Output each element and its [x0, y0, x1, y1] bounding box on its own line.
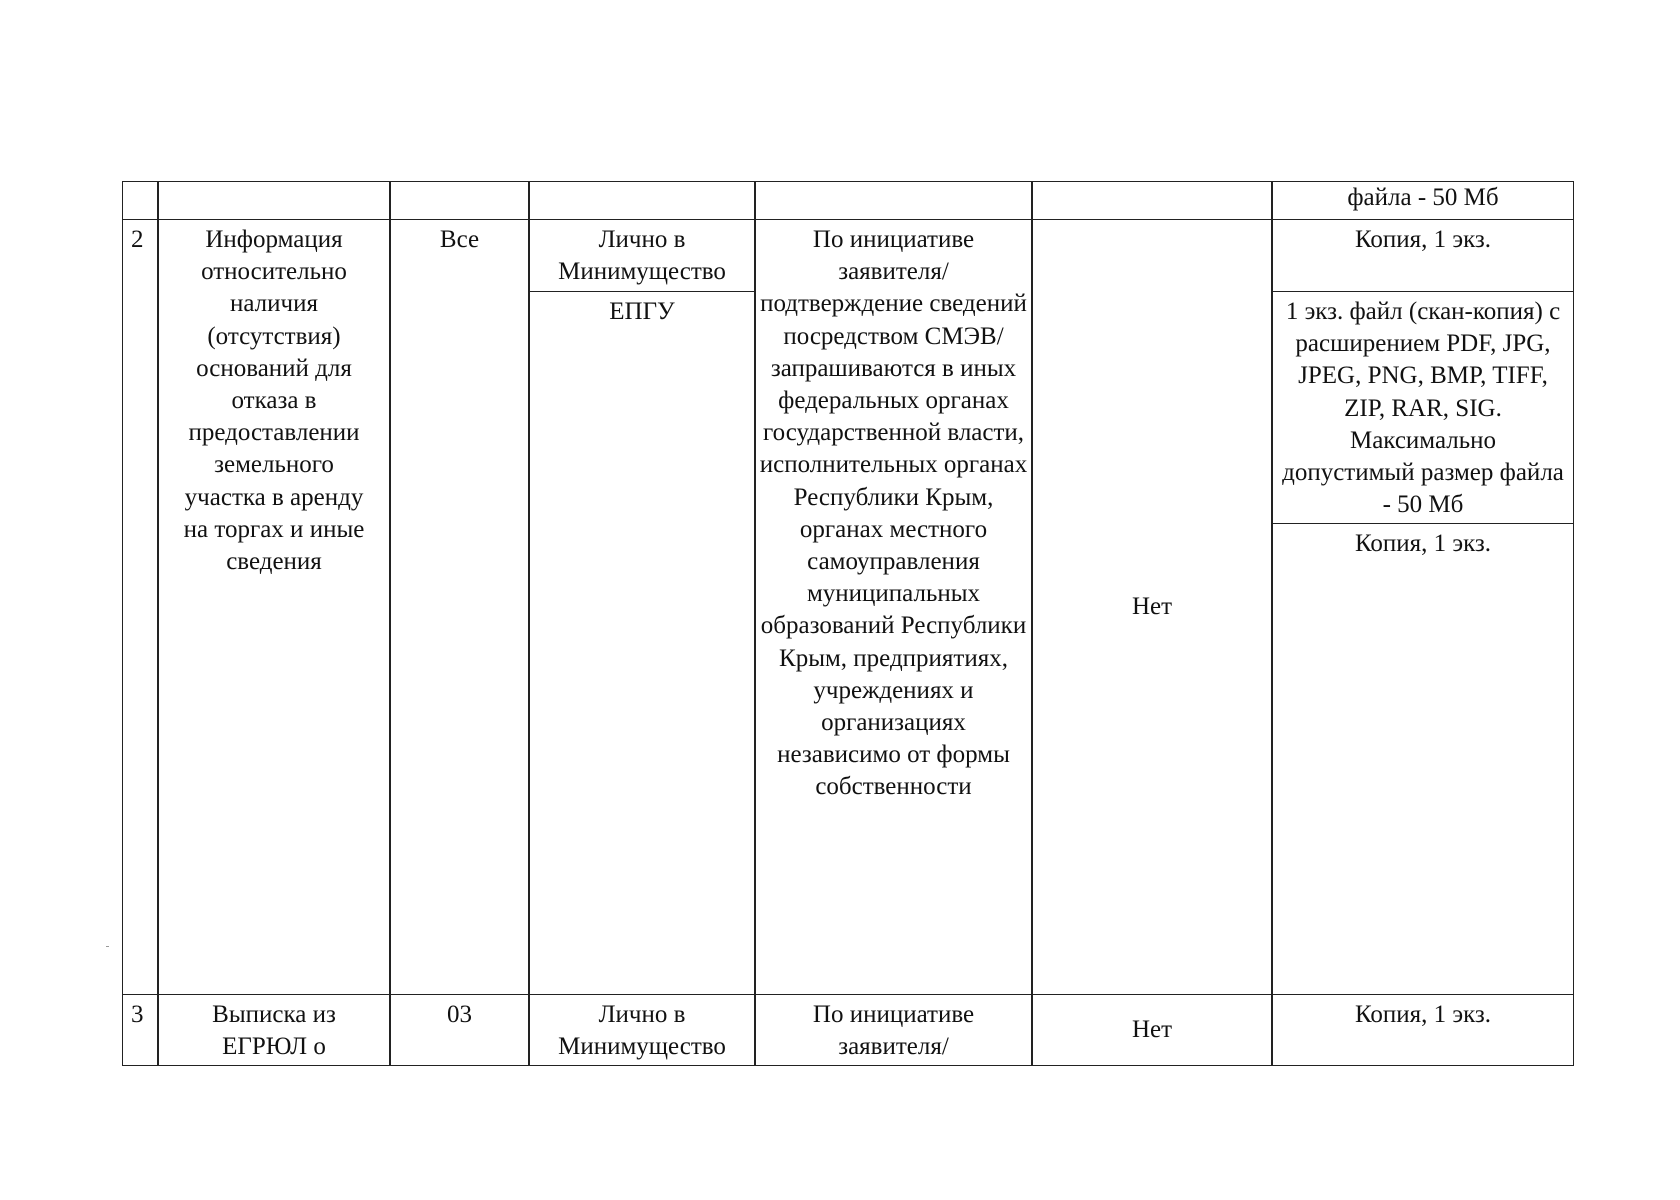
row2-form2-cell: [1272, 291, 1574, 524]
prev-row-method-cell: [529, 181, 755, 220]
row2-form1-cell: [1272, 219, 1574, 292]
row3-source-cell: [755, 994, 1032, 1066]
row2-form3-cell: [1272, 523, 1574, 995]
row2-source-cell: [755, 219, 1032, 995]
row2-method1: Лично в Минимущество: [558, 226, 726, 286]
row2-method2-cell: [529, 291, 755, 995]
prev-row-num-cell: [122, 181, 158, 220]
prev-row-required-cell: [1032, 181, 1272, 220]
row3-name-cell: [158, 994, 390, 1066]
row2-num-cell: [122, 219, 158, 995]
row2-required: Нет: [1131, 592, 1173, 620]
row3-method: Лично в Минимущество: [558, 1001, 726, 1061]
row2-method1-cell: [529, 219, 755, 292]
prev-row-source-cell: [755, 181, 1032, 220]
row2-required-cell: [1032, 219, 1272, 995]
row3-name: Выписка из ЕГРЮЛ о: [212, 1001, 336, 1061]
row2-form2: 1 экз. файл (скан-копия) с расширением PDF, JPG, JPEG, PNG, BMP, TIFF, ZIP, RAR, SIG. Максимально допустимый размер файла - 50 Мб: [1282, 298, 1564, 519]
row2-num: 2: [131, 226, 144, 253]
row3-category-cell: [390, 994, 529, 1066]
row2-method2: ЕПГУ: [609, 298, 675, 325]
row2-name: Информация относительно наличия (отсутствия) оснований для отказа в предоставлении земельного участка в аренду на торгах и иные сведения: [183, 226, 365, 576]
row3-num-cell: [122, 994, 158, 1066]
prev-row-name-cell: [158, 181, 390, 220]
row3-source: По инициативе заявителя/: [812, 1001, 975, 1061]
row2-form1: Копия, 1 экз.: [1354, 226, 1492, 253]
prev-row-category-cell: [390, 181, 529, 220]
prev-row-form-cell: [1272, 181, 1574, 220]
row3-category: 03: [447, 1001, 472, 1028]
prev-row-form-text: файла - 50 Мб: [1347, 184, 1499, 212]
row2-form3: Копия, 1 экз.: [1354, 530, 1492, 557]
row2-category-cell: [390, 219, 529, 995]
row2-category: Все: [439, 226, 480, 253]
row3-form-cell: [1272, 994, 1574, 1066]
row3-required-cell: [1032, 994, 1272, 1066]
row3-form: Копия, 1 экз.: [1354, 1001, 1492, 1028]
row2-source: По инициативе заявителя/ подтверждение сведений посредством СМЭВ/ запрашиваются в иных федеральных органах государственной власти, исполнительных органах Республики Крым, органах местного самоуправления муниципальных образований Республики Крым, предприятиях, учреждениях и организациях независимо от формы собственности: [759, 226, 1028, 801]
row2-name-cell: [158, 219, 390, 995]
scan-mark: [106, 946, 109, 947]
row3-method-cell: [529, 994, 755, 1066]
row3-required: Нет: [1131, 1015, 1173, 1043]
row3-num: 3: [131, 1001, 144, 1028]
